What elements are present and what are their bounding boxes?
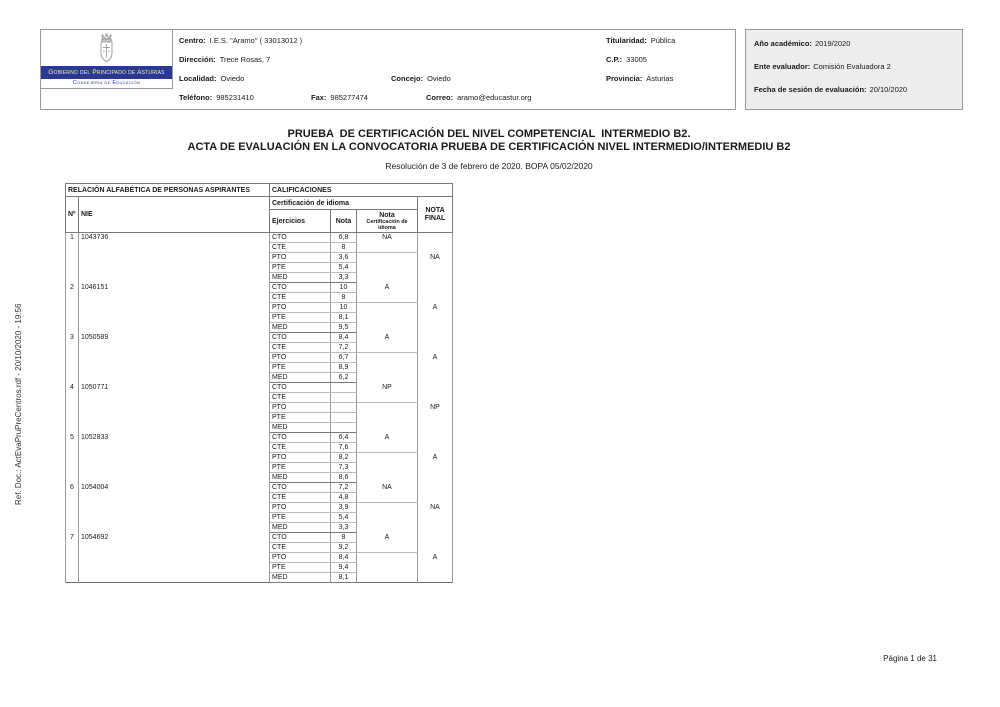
exercise-label: CTO xyxy=(270,433,331,443)
asturias-crest-icon xyxy=(96,33,117,65)
student-nie: 1054692 xyxy=(79,533,270,583)
exercise-label: MED xyxy=(270,373,331,383)
localidad-field xyxy=(179,74,244,84)
cert-nota-empty xyxy=(357,253,418,283)
nota-final-header: NOTA FINAL xyxy=(418,197,453,233)
fax-label: Fax: xyxy=(311,93,327,102)
correo-field xyxy=(426,93,531,103)
nota-cert-header xyxy=(357,210,418,233)
ano-academico-value: 2019/2020 xyxy=(814,39,851,48)
department-name: Consejería de Educación xyxy=(72,80,141,86)
final-nota: NA xyxy=(418,233,453,283)
exercise-label: PTE xyxy=(270,313,331,323)
student-nie: 1043736 xyxy=(79,233,270,283)
student-subrow xyxy=(66,333,453,343)
fecha-sesion-label: Fecha de sesión de evaluación: xyxy=(754,85,867,94)
cert-nota: NA xyxy=(357,233,418,253)
calificaciones-header: CALIFICACIONES xyxy=(270,184,453,197)
student-subrow xyxy=(66,483,453,493)
student-number: 4 xyxy=(66,383,79,433)
exercise-nota: 7,6 xyxy=(331,443,357,453)
student-number: 3 xyxy=(66,333,79,383)
student-subrow xyxy=(66,383,453,393)
nie-column-header: NIE xyxy=(79,197,270,233)
exercise-label: PTO xyxy=(270,503,331,513)
exercise-nota: 6,7 xyxy=(331,353,357,363)
exercise-nota: 9,5 xyxy=(331,323,357,333)
exercise-label: MED xyxy=(270,323,331,333)
exercise-nota: 10 xyxy=(331,303,357,313)
titularidad-value: Pública xyxy=(650,36,676,45)
centro-value: I.E.S. "Aramo" ( 33013012 ) xyxy=(209,36,303,45)
ente-evaluador-label: Ente evaluador: xyxy=(754,62,811,71)
final-nota: A xyxy=(418,433,453,483)
exercise-label: PTE xyxy=(270,263,331,273)
center-info-box xyxy=(40,29,736,110)
exercise-nota: 8 xyxy=(331,293,357,303)
exercise-nota: 10 xyxy=(331,283,357,293)
exercise-nota: 8,6 xyxy=(331,473,357,483)
title-line-2: ACTA DE EVALUACIÓN EN LA CONVOCATORIA PRUEBA DE CERTIFICACIÓN NIVEL INTERMEDIO/INTERMEDIU B2 xyxy=(187,141,791,153)
exercise-nota: 5,4 xyxy=(331,263,357,273)
exercise-label: PTO xyxy=(270,553,331,563)
provincia-label: Provincia: xyxy=(606,74,643,83)
exercise-label: PTO xyxy=(270,403,331,413)
student-subrow xyxy=(66,233,453,243)
cert-nota: A xyxy=(357,283,418,303)
exercise-nota: 8 xyxy=(331,243,357,253)
student-nie: 1052833 xyxy=(79,433,270,483)
student-number: 1 xyxy=(66,233,79,283)
student-nie: 1050771 xyxy=(79,383,270,433)
exercise-nota: 8,4 xyxy=(331,333,357,343)
exercise-nota: 3,6 xyxy=(331,253,357,263)
cert-nota-empty xyxy=(357,303,418,333)
cert-nota: A xyxy=(357,433,418,453)
ente-evaluador-value: Comisión Evaluadora 2 xyxy=(813,62,891,71)
ano-academico-field xyxy=(754,39,850,49)
exercise-label: CTE xyxy=(270,393,331,403)
titularidad-label: Titularidad: xyxy=(606,36,647,45)
exercise-label: MED xyxy=(270,573,331,583)
student-nie: 1050589 xyxy=(79,333,270,383)
exercise-label: CTO xyxy=(270,283,331,293)
exercise-label: CTO xyxy=(270,383,331,393)
fax-value: 985277474 xyxy=(330,93,368,102)
student-subrow xyxy=(66,533,453,543)
exercise-label: MED xyxy=(270,473,331,483)
ref-doc-vertical-text: Ref. Doc.: ActEvaPruPreCentros.rdf - 20/10/2020 - 19:56 xyxy=(14,303,23,505)
provincia-value: Asturias xyxy=(646,74,674,83)
exercise-label: CTE xyxy=(270,543,331,553)
exercise-nota: 6,4 xyxy=(331,433,357,443)
acta-table-body xyxy=(66,233,453,583)
exercise-nota: 8,4 xyxy=(331,553,357,563)
exercise-label: PTE xyxy=(270,413,331,423)
cert-nota-empty xyxy=(357,353,418,383)
cert-idioma-header: Certificación de idioma xyxy=(270,197,418,210)
cert-nota: A xyxy=(357,533,418,553)
student-nie: 1054004 xyxy=(79,483,270,533)
exercise-nota xyxy=(331,393,357,403)
government-name-band: Gobierno del Principado de Asturias xyxy=(41,66,172,79)
cp-value: 33005 xyxy=(626,55,647,64)
final-nota: NP xyxy=(418,383,453,433)
exercise-label: CTO xyxy=(270,233,331,243)
concejo-field xyxy=(391,74,451,84)
document-title-block xyxy=(0,128,978,171)
student-number: 5 xyxy=(66,433,79,483)
acta-results-table xyxy=(65,183,453,583)
exercise-nota: 8,1 xyxy=(331,573,357,583)
title-line-1: PRUEBA DE CERTIFICACIÓN DEL NIVEL COMPETENCIAL INTERMEDIO B2. xyxy=(287,128,691,140)
ejercicios-header: Ejercicios xyxy=(270,210,331,233)
exercise-label: PTO xyxy=(270,303,331,313)
cert-nota: NA xyxy=(357,483,418,503)
ano-academico-label: Año académico: xyxy=(754,39,812,48)
exercise-label: PTE xyxy=(270,363,331,373)
exercise-nota: 7,2 xyxy=(331,483,357,493)
exercise-nota: 7,2 xyxy=(331,343,357,353)
page-number: Página 1 de 31 xyxy=(883,654,937,663)
exercise-nota xyxy=(331,423,357,433)
fax-field xyxy=(311,93,368,103)
student-subrow xyxy=(66,283,453,293)
exercise-label: CTO xyxy=(270,333,331,343)
exercise-nota xyxy=(331,403,357,413)
exercise-nota xyxy=(331,413,357,423)
cert-nota-empty xyxy=(357,553,418,583)
localidad-label: Localidad: xyxy=(179,74,217,83)
correo-label: Correo: xyxy=(426,93,454,102)
telefono-field xyxy=(179,93,254,103)
exercise-nota xyxy=(331,383,357,393)
exercise-nota: 5,4 xyxy=(331,513,357,523)
nota-cert-header-line1: Nota xyxy=(379,211,395,219)
fecha-sesion-field xyxy=(754,85,907,95)
correo-value: aramo@educastur.org xyxy=(457,93,532,102)
exercise-nota: 3,9 xyxy=(331,503,357,513)
localidad-value: Oviedo xyxy=(220,74,245,83)
exercise-nota: 4,8 xyxy=(331,493,357,503)
concejo-value: Oviedo xyxy=(427,74,451,83)
exercise-label: CTE xyxy=(270,243,331,253)
exercise-nota: 8,1 xyxy=(331,313,357,323)
centro-label: Centro: xyxy=(179,36,206,45)
exercise-nota: 8,9 xyxy=(331,363,357,373)
fecha-sesion-value: 20/10/2020 xyxy=(869,85,908,94)
relacion-header: RELACIÓN ALFABÉTICA DE PERSONAS ASPIRANTES xyxy=(66,184,270,197)
exercise-label: PTE xyxy=(270,513,331,523)
ente-evaluador-field xyxy=(754,62,891,72)
telefono-label: Teléfono: xyxy=(179,93,213,102)
exercise-nota: 6,8 xyxy=(331,233,357,243)
exercise-nota: 3,3 xyxy=(331,523,357,533)
nota-header: Nota xyxy=(331,210,357,233)
exercise-nota: 3,3 xyxy=(331,273,357,283)
exercise-label: CTE xyxy=(270,443,331,453)
cert-nota: A xyxy=(357,333,418,353)
exercise-label: MED xyxy=(270,423,331,433)
government-logo xyxy=(41,30,173,89)
cert-nota-empty xyxy=(357,453,418,483)
titularidad-field xyxy=(606,36,675,46)
resolution-line: Resolución de 3 de febrero de 2020. BOPA 05/02/2020 xyxy=(385,161,593,171)
exercise-label: MED xyxy=(270,523,331,533)
num-column-header: Nº xyxy=(66,197,79,233)
telefono-value: 985231410 xyxy=(216,93,254,102)
exercise-label: PTE xyxy=(270,563,331,573)
exercise-nota: 6,2 xyxy=(331,373,357,383)
exercise-label: CTO xyxy=(270,533,331,543)
exercise-label: MED xyxy=(270,273,331,283)
exercise-nota: 9,4 xyxy=(331,563,357,573)
cp-field xyxy=(606,55,647,65)
evaluation-session-box xyxy=(745,29,963,110)
cert-nota: NP xyxy=(357,383,418,403)
exercise-nota: 7,3 xyxy=(331,463,357,473)
exercise-label: PTO xyxy=(270,253,331,263)
direccion-field xyxy=(179,55,270,65)
student-number: 6 xyxy=(66,483,79,533)
cert-nota-empty xyxy=(357,503,418,533)
exercise-label: CTE xyxy=(270,293,331,303)
direccion-label: Dirección: xyxy=(179,55,216,64)
exercise-label: CTO xyxy=(270,483,331,493)
provincia-field xyxy=(606,74,673,84)
final-nota: A xyxy=(418,533,453,583)
direccion-value: Trece Rosas, 7 xyxy=(219,55,271,64)
final-nota: A xyxy=(418,283,453,333)
exercise-label: CTE xyxy=(270,493,331,503)
exercise-nota: 8,2 xyxy=(331,453,357,463)
student-subrow xyxy=(66,433,453,443)
exercise-label: CTE xyxy=(270,343,331,353)
final-nota: A xyxy=(418,333,453,383)
exercise-nota: 9,2 xyxy=(331,543,357,553)
student-number: 7 xyxy=(66,533,79,583)
student-nie: 1046151 xyxy=(79,283,270,333)
student-number: 2 xyxy=(66,283,79,333)
exercise-label: PTO xyxy=(270,353,331,363)
exercise-label: PTE xyxy=(270,463,331,473)
centro-field xyxy=(179,36,302,46)
final-nota: NA xyxy=(418,483,453,533)
cert-nota-empty xyxy=(357,403,418,433)
concejo-label: Concejo: xyxy=(391,74,424,83)
nota-cert-header-line2: Certificación de idioma xyxy=(366,218,408,231)
cp-label: C.P.: xyxy=(606,55,623,64)
exercise-label: PTO xyxy=(270,453,331,463)
exercise-nota: 8 xyxy=(331,533,357,543)
